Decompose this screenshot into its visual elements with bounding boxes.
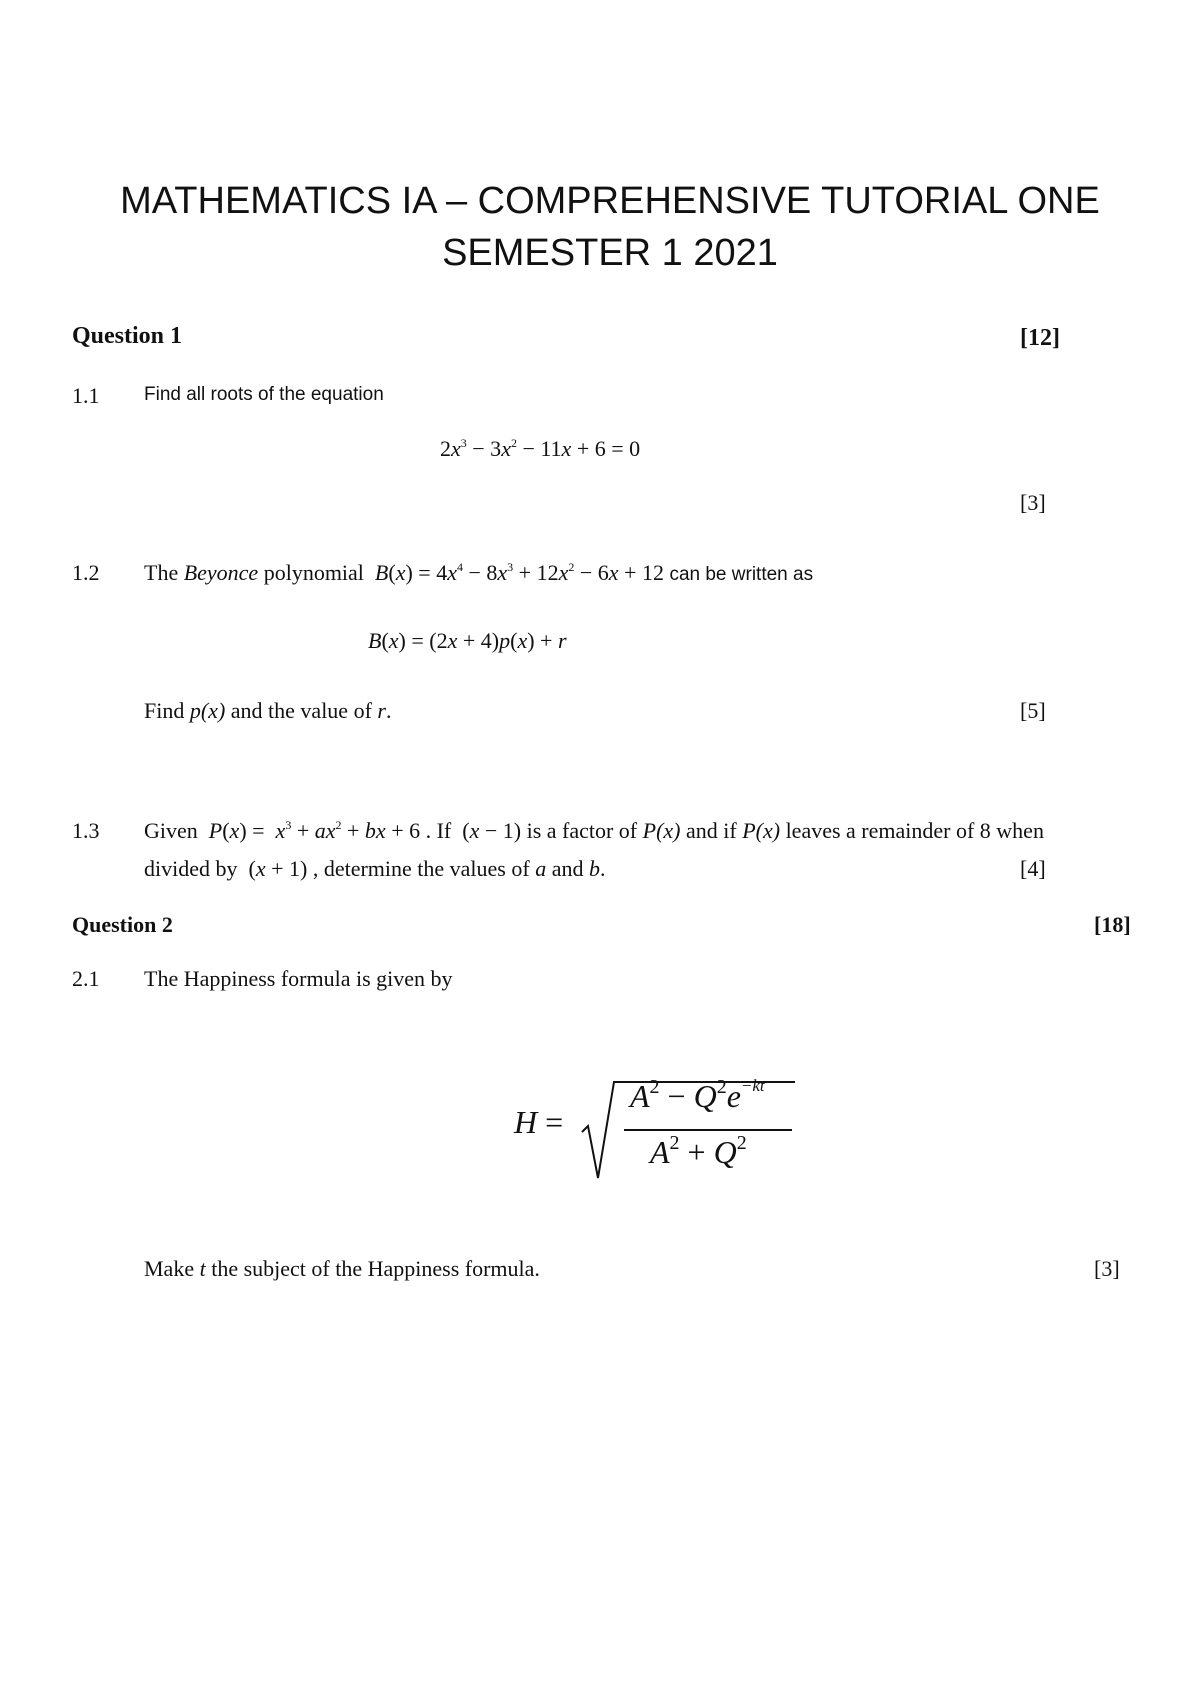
question1-heading: Question 1: [72, 323, 183, 349]
question2-heading: Question 2: [72, 912, 173, 937]
q1-3-line1: Given $P(x) = x^3 + ax^2$ + bx + 6 . If (x − 1) is a factor of P(x) and if P(x) leaves a remainder of 8 when: [144, 818, 1044, 843]
q1-3-number: 1.3: [72, 818, 100, 843]
q2-1-marks: [3]: [1094, 1256, 1120, 1281]
formula-lhs: H =: [514, 1104, 564, 1140]
q1-1-marks: [3]: [1020, 490, 1046, 515]
q2-1-instruction: Make t the subject of the Happiness formula.: [144, 1256, 540, 1281]
q2-1-number: 2.1: [72, 966, 100, 991]
q1-2-name: Beyonce: [183, 560, 259, 585]
page-title-line2: SEMESTER 1 2021: [442, 232, 778, 274]
q1-2-text-mid: polynomial: [263, 560, 364, 585]
q1-2-equation: B(x) = (2x + 4)p(x) + r: [368, 628, 567, 653]
q1-1-text: Find all roots of the equation: [144, 384, 384, 405]
q1-2-marks: [5]: [1020, 698, 1046, 723]
q1-2-text: [144, 560, 813, 586]
q1-1-equation: $2x^3 - 3x^2 - 11x + 6 = 0$: [440, 436, 641, 461]
formula-denominator: $A^2 + Q^2$: [650, 1132, 747, 1170]
happiness-formula: [510, 1070, 790, 1180]
q1-3-marks: [4]: [1020, 856, 1046, 881]
q1-2-find-text: Find p(x) and the value of r.: [144, 698, 392, 723]
q1-2-text-suffix: can be written as: [669, 564, 814, 585]
question2-marks: [18]: [1094, 912, 1131, 937]
q1-2-text-prefix: The: [144, 560, 179, 585]
question1-marks: [12]: [1020, 325, 1060, 351]
page-title-line1: MATHEMATICS IA – COMPREHENSIVE TUTORIAL ONE: [120, 180, 1100, 222]
formula-numerator: $A^2 - Q^2e^{-kt}$: [630, 1076, 765, 1114]
q2-1-text: The Happiness formula is given by: [144, 966, 453, 991]
q1-2-polynomial: $B(x) = 4x^4 - 8x^3 + 12x^2 - 6x + 12$: [374, 560, 664, 585]
q1-2-number: 1.2: [72, 560, 100, 585]
q1-3-line2: divided by (x + 1) , determine the values of a and b.: [144, 856, 606, 881]
q1-1-number: 1.1: [72, 383, 100, 408]
